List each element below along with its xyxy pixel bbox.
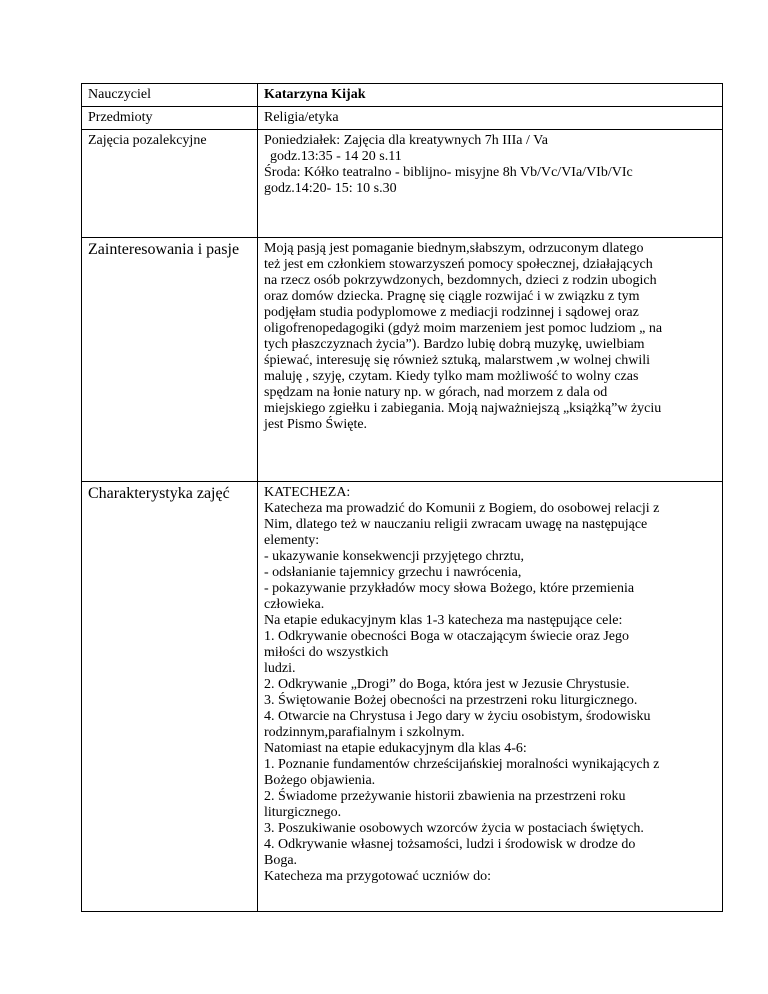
characteristics-line: - pokazywanie przykładów mocy słowa Bożego, które przemienia (264, 581, 635, 596)
characteristics-text (258, 482, 723, 912)
characteristics-line: 3. Świętowanie Bożej obecności na przestrzeni roku liturgicznego. (264, 693, 638, 708)
passions-label: Zainteresowania i pasje (82, 238, 258, 482)
extracurricular-value (258, 130, 723, 238)
row-characteristics (82, 482, 723, 912)
extracurricular-line: Poniedziałek: Zajęcia dla kreatywnych 7h IIIa / Va (264, 133, 548, 148)
characteristics-label: Charakterystyka zajęć (82, 482, 258, 912)
characteristics-line: Nim, dlatego też w nauczaniu religii zwracam uwagę na następujące (264, 517, 648, 532)
row-teacher (82, 84, 723, 107)
extracurricular-line: godz.14:20- 15: 10 s.30 (264, 181, 397, 196)
extracurricular-line: godz.13:35 - 14 20 s.11 (270, 149, 402, 164)
characteristics-line: ludzi. (264, 661, 296, 676)
characteristics-line: Natomiast na etapie edukacyjnym dla klas 4-6: (264, 741, 527, 756)
passions-text (258, 238, 723, 482)
passions-line: tych płaszczyznach życia”). Bardzo lubię dobrą muzykę, uwielbiam (264, 337, 645, 352)
characteristics-line: rodzinnym,parafialnym i szkolnym. (264, 725, 465, 740)
characteristics-line: miłości do wszystkich (264, 645, 389, 660)
extracurricular-label: Zajęcia pozalekcyjne (82, 130, 258, 238)
passions-line: jest Pismo Święte. (264, 417, 368, 432)
characteristics-line: 2. Świadome przeżywanie historii zbawienia na przestrzeni roku (264, 789, 626, 804)
subjects-label: Przedmioty (82, 107, 258, 130)
passions-line: miejskiego zgiełku i zabiegania. Moją najważniejszą „książką”w życiu (264, 401, 662, 416)
passions-line: na rzecz osób pokrzywdzonych, bezdomnych, dzieci z rodzin ubogich (264, 273, 657, 288)
passions-line: śpiewać, interesuję się również sztuką, malarstwem ,w wolnej chwili (264, 353, 651, 368)
characteristics-line: elementy: (264, 533, 320, 548)
characteristics-line: 1. Odkrywanie obecności Boga w otaczającym świecie oraz Jego (264, 629, 630, 644)
characteristics-line: - odsłanianie tajemnicy grzechu i nawrócenia, (264, 565, 522, 580)
characteristics-line: liturgicznego. (264, 805, 342, 820)
teacher-label: Nauczyciel (82, 84, 258, 107)
passions-line: maluję , szyję, czytam. Kiedy tylko mam możliwość to wolny czas (264, 369, 639, 384)
passions-line: oligofrenopedagogiki (gdyż moim marzeniem jest pomoc ludziom „ na (264, 321, 663, 336)
teacher-name: Katarzyna Kijak (258, 84, 723, 107)
subjects-value: Religia/etyka (258, 107, 723, 130)
characteristics-line: KATECHEZA: (264, 485, 351, 500)
passions-line: oraz domów dziecka. Pragnę się ciągle rozwijać i w związku z tym (264, 289, 640, 304)
row-subjects (82, 107, 723, 130)
characteristics-line: Bożego objawienia. (264, 773, 376, 788)
characteristics-line: Katecheza ma przygotować uczniów do: (264, 869, 492, 884)
teacher-info-table (81, 83, 723, 912)
passions-line: podjęłam studia podyplomowe z mediacji rodzinnej i sądowej oraz (264, 305, 639, 320)
characteristics-line: Na etapie edukacyjnym klas 1-3 katecheza ma następujące cele: (264, 613, 623, 628)
passions-line: też jest em członkiem stowarzyszeń pomocy społecznej, działających (264, 257, 653, 272)
characteristics-line: 3. Poszukiwanie osobowych wzorców życia w postaciach świętych. (264, 821, 644, 836)
characteristics-line: 4. Otwarcie na Chrystusa i Jego dary w życiu osobistym, środowisku (264, 709, 651, 724)
row-extracurricular (82, 130, 723, 238)
characteristics-line: 1. Poznanie fundamentów chrześcijańskiej moralności wynikających z (264, 757, 660, 772)
characteristics-line: człowieka. (264, 597, 325, 612)
extracurricular-line: Środa: Kółko teatralno - biblijno- misyjne 8h Vb/Vc/VIa/VIb/VIc (264, 165, 633, 180)
characteristics-line: - ukazywanie konsekwencji przyjętego chrztu, (264, 549, 525, 564)
characteristics-line: Boga. (264, 853, 298, 868)
characteristics-line: 2. Odkrywanie „Drogi” do Boga, która jest w Jezusie Chrystusie. (264, 677, 630, 692)
characteristics-line: Katecheza ma prowadzić do Komunii z Bogiem, do osobowej relacji z (264, 501, 660, 516)
passions-line: Moją pasją jest pomaganie biednym,słabszym, odrzuconym dlatego (264, 241, 644, 256)
characteristics-line: 4. Odkrywanie własnej tożsamości, ludzi i środowisk w drodze do (264, 837, 636, 852)
row-passions (82, 238, 723, 482)
passions-line: spędzam na łonie natury np. w górach, nad morzem z dala od (264, 385, 608, 400)
